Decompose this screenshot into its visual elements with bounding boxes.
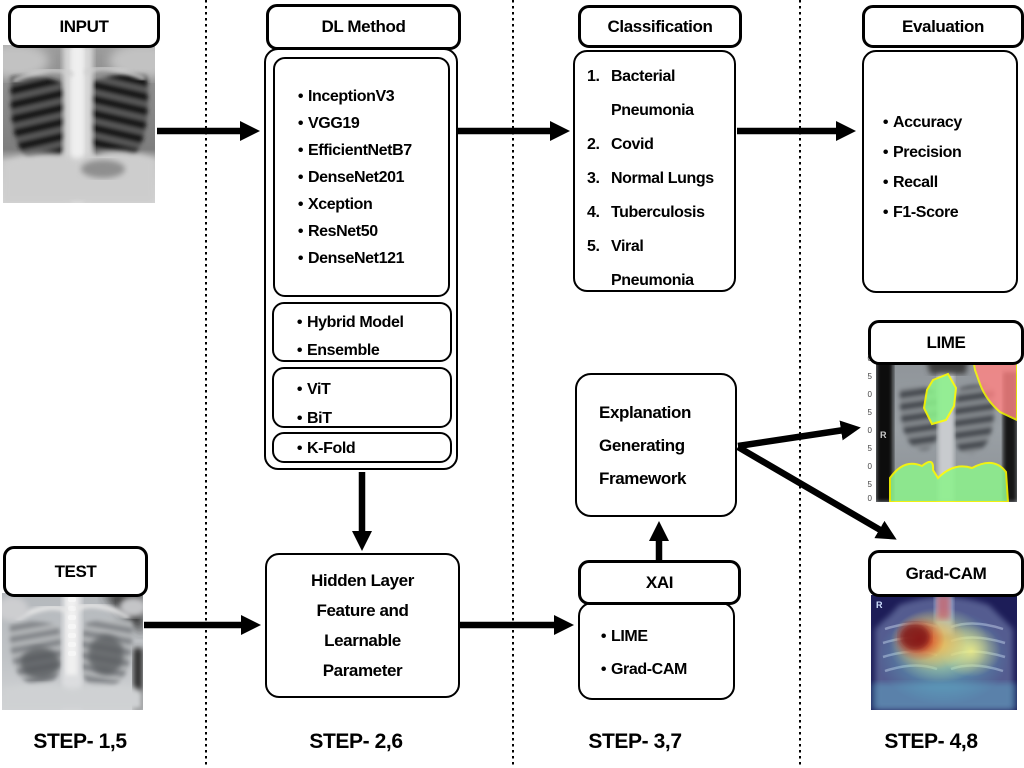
xai-method: Grad-CAM <box>611 661 687 678</box>
lime-axis-tick: 5 <box>867 480 872 489</box>
gradcam-label-box <box>868 550 1024 597</box>
gradcam-label: Grad-CAM <box>905 563 987 583</box>
bullet-icon: • <box>882 114 889 131</box>
xai-method: LIME <box>611 628 648 645</box>
model-name: InceptionV3 <box>308 88 395 105</box>
bullet-icon: • <box>882 174 889 191</box>
bullet-icon: • <box>297 88 304 105</box>
model-name: Xception <box>308 196 373 213</box>
hidden-layer-line: Hidden Layer <box>311 570 414 590</box>
arrow-framework-to-gradcam <box>738 447 882 531</box>
hidden-layer-line: Parameter <box>322 660 403 680</box>
class-text: Normal Lungs <box>611 170 714 187</box>
column-divider-3 <box>799 0 801 768</box>
list-item <box>293 110 442 137</box>
test-label-box <box>3 546 148 597</box>
classification-box <box>573 50 736 292</box>
hidden-layer-line: Feature and <box>316 600 409 620</box>
bullet-icon: • <box>600 628 607 645</box>
class-number: 4. <box>587 204 600 221</box>
bullet-icon: • <box>297 115 304 132</box>
dl-method-label-box <box>266 4 461 50</box>
transformer-item: ViT <box>307 381 331 398</box>
list-item <box>292 437 444 461</box>
list-item <box>293 245 442 272</box>
class-item <box>587 128 730 162</box>
list-item <box>878 138 1012 168</box>
bullet-icon: • <box>296 342 303 359</box>
metric: Precision <box>893 144 962 161</box>
kfold-item: K-Fold <box>307 440 356 457</box>
gradcam-orientation-marker: R <box>876 600 883 610</box>
class-text: Tuberculosis <box>611 204 705 221</box>
bullet-icon: • <box>296 314 303 331</box>
step-label-3: STEP- 3,7 <box>588 730 682 753</box>
lime-label: LIME <box>926 332 966 352</box>
list-item <box>293 164 442 191</box>
class-item <box>587 60 730 128</box>
evaluation-label-box <box>862 5 1024 48</box>
step-label-4: STEP- 4,8 <box>884 730 978 753</box>
arrow-framework-to-lime <box>738 430 844 446</box>
model-name: VGG19 <box>308 115 360 132</box>
bullet-icon: • <box>297 169 304 186</box>
lime-axis-tick: 5 <box>867 408 872 417</box>
xai-label-box <box>578 560 741 605</box>
bullet-icon: • <box>297 250 304 267</box>
class-item <box>587 162 730 196</box>
list-item <box>292 337 444 365</box>
framework-line: Framework <box>599 468 687 488</box>
test-label: TEST <box>54 561 97 581</box>
test-xray-image <box>2 593 143 710</box>
class-number: 2. <box>587 136 600 153</box>
lime-label-box <box>868 320 1024 365</box>
framework-line: Generating <box>599 435 685 455</box>
bullet-icon: • <box>297 196 304 213</box>
classification-label-box <box>578 5 742 48</box>
bullet-icon: • <box>882 144 889 161</box>
input-label-box <box>8 5 160 48</box>
model-name: DenseNet201 <box>308 169 405 186</box>
lime-axis-tick: 0 <box>867 390 872 399</box>
lime-axis-tick: 5 <box>867 372 872 381</box>
xai-label: XAI <box>645 572 674 592</box>
hybrid-item: Ensemble <box>307 342 380 359</box>
classification-label: Classification <box>607 16 713 36</box>
class-text: Covid <box>611 136 654 153</box>
transformer-item: BiT <box>307 410 332 427</box>
list-item <box>293 137 442 164</box>
dl-hybrid-box <box>272 302 452 362</box>
hidden-layer-line: Learnable <box>324 630 401 650</box>
bullet-icon: • <box>296 381 303 398</box>
bullet-icon: • <box>600 661 607 678</box>
dl-kfold-box <box>272 432 452 463</box>
model-name: ResNet50 <box>308 223 378 240</box>
dl-method-label: DL Method <box>321 17 406 36</box>
bullet-icon: • <box>297 223 304 240</box>
model-name: DenseNet121 <box>308 250 405 267</box>
xai-methods-box <box>578 602 735 700</box>
metric: F1-Score <box>893 204 959 221</box>
gradcam-result-image <box>871 595 1017 710</box>
model-name: EfficientNetB7 <box>308 142 412 159</box>
column-divider-2 <box>512 0 514 768</box>
evaluation-box <box>862 50 1018 293</box>
class-text: Viral Pneumonia <box>611 238 694 289</box>
list-item <box>878 168 1012 198</box>
framework-line: Explanation <box>599 402 691 422</box>
list-item <box>293 218 442 245</box>
class-item <box>587 196 730 230</box>
lime-axis-tick: 0 <box>867 426 872 435</box>
explanation-framework-box <box>575 373 737 517</box>
hybrid-item: Hybrid Model <box>307 314 404 331</box>
list-item <box>878 108 1012 138</box>
input-xray-image <box>3 45 155 203</box>
lime-axis-tick: 5 <box>867 444 872 453</box>
list-item <box>596 653 729 686</box>
input-label: INPUT <box>59 16 109 36</box>
bullet-icon: • <box>882 204 889 221</box>
list-item <box>292 404 444 433</box>
class-item <box>587 230 730 298</box>
hidden-layer-box <box>265 553 460 698</box>
bullet-icon: • <box>296 410 303 427</box>
list-item <box>292 309 444 337</box>
evaluation-label: Evaluation <box>902 16 984 36</box>
class-number: 1. <box>587 68 600 85</box>
class-number: 3. <box>587 170 600 187</box>
lime-orientation-marker: R <box>880 430 887 440</box>
list-item <box>293 191 442 218</box>
class-text: Bacterial Pneumonia <box>611 68 694 119</box>
bullet-icon: • <box>296 440 303 457</box>
dl-transformer-box <box>272 367 452 428</box>
bullet-icon: • <box>297 142 304 159</box>
dl-models-box <box>273 57 450 297</box>
step-label-1: STEP- 1,5 <box>33 730 127 753</box>
metric: Accuracy <box>893 114 962 131</box>
lime-axis-tick: 0 <box>867 462 872 471</box>
list-item <box>292 375 444 404</box>
list-item <box>596 620 729 653</box>
column-divider-1 <box>205 0 207 768</box>
list-item <box>878 198 1012 228</box>
lime-axis-tick: 0 <box>867 494 872 503</box>
step-label-2: STEP- 2,6 <box>309 730 403 753</box>
class-number: 5. <box>587 238 600 255</box>
metric: Recall <box>893 174 938 191</box>
lime-result-image <box>876 358 1017 502</box>
list-item <box>293 83 442 110</box>
